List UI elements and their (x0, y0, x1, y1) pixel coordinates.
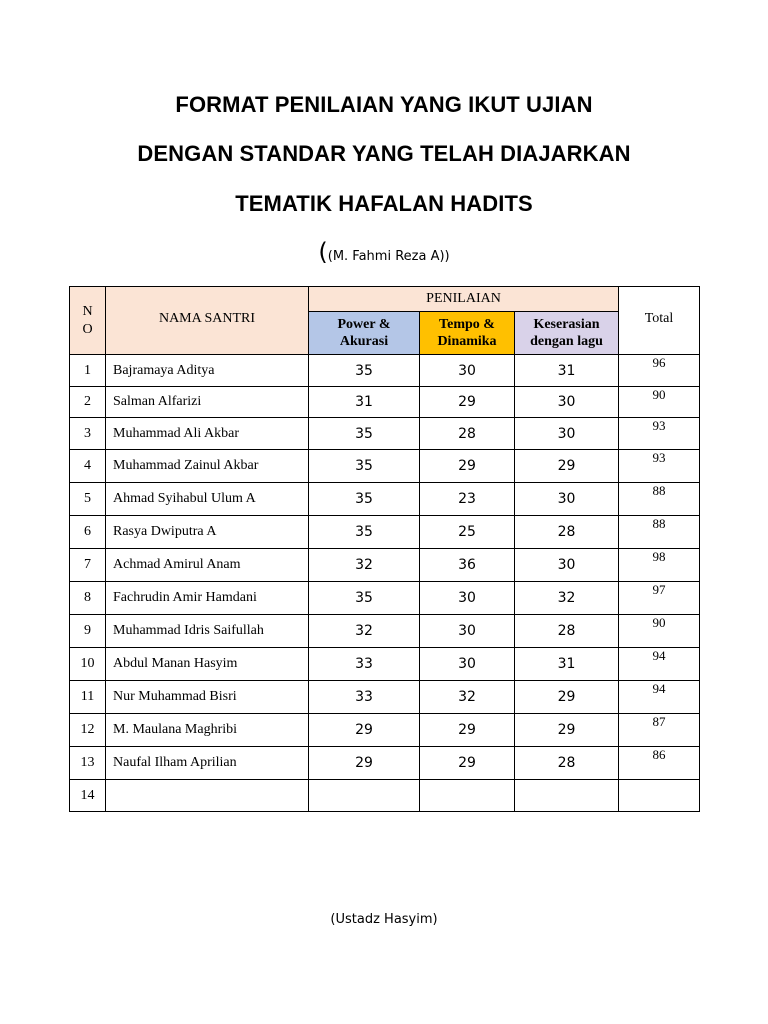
power-akurasi-score-cell: 35 (309, 516, 420, 549)
column-header-name: NAMA SANTRI (106, 287, 309, 355)
tempo-dinamika-score-cell: 29 (420, 747, 515, 780)
student-name-cell: Fachrudin Amir Hamdani (106, 582, 309, 615)
power-akurasi-score-cell: 35 (309, 418, 420, 450)
table-row (70, 549, 700, 582)
author-line (0, 240, 768, 264)
student-name-cell: Muhammad Zainul Akbar (106, 450, 309, 483)
document-title-line-2: DENGAN STANDAR YANG TELAH DIAJARKAN (137, 141, 631, 166)
student-name-cell: Rasya Dwiputra A (106, 516, 309, 549)
power-akurasi-score-cell: 35 (309, 355, 420, 387)
tempo-dinamika-score-cell: 29 (420, 387, 515, 418)
table-row (70, 387, 700, 418)
column-header-no-line1: N (82, 303, 93, 319)
student-name-cell: M. Maulana Maghribi (106, 714, 309, 747)
table-row (70, 355, 700, 387)
total-score-cell: 86 (619, 747, 700, 780)
row-number-cell: 14 (70, 780, 106, 812)
keserasian-score-cell: 31 (515, 648, 619, 681)
power-akurasi-score-cell: 29 (309, 747, 420, 780)
power-akurasi-score-cell (309, 780, 420, 812)
tempo-dinamika-score-cell: 36 (420, 549, 515, 582)
power-akurasi-score-cell: 33 (309, 681, 420, 714)
total-score-cell (619, 780, 700, 812)
column-header-no-line2: O (82, 321, 93, 337)
keserasian-score-cell: 30 (515, 483, 619, 516)
keserasian-score-cell: 30 (515, 549, 619, 582)
total-score-cell: 87 (619, 714, 700, 747)
tempo-header-line2: Dinamika (437, 334, 497, 349)
power-header-line1: Power & (337, 317, 391, 332)
signature: (Ustadz Hasyim) (330, 912, 438, 927)
table-row (70, 780, 700, 812)
total-score-cell: 94 (619, 648, 700, 681)
power-akurasi-score-cell: 32 (309, 615, 420, 648)
document-title-line-3: TEMATIK HAFALAN HADITS (235, 191, 533, 216)
keserasian-score-cell: 30 (515, 418, 619, 450)
table-row (70, 681, 700, 714)
row-number-cell: 11 (70, 681, 106, 714)
row-number-cell: 4 (70, 450, 106, 483)
total-score-cell: 94 (619, 681, 700, 714)
total-score-cell: 93 (619, 418, 700, 450)
keserasian-score-cell: 29 (515, 681, 619, 714)
table-row (70, 648, 700, 681)
total-score-cell: 88 (619, 483, 700, 516)
tempo-dinamika-score-cell: 30 (420, 615, 515, 648)
tempo-dinamika-score-cell: 30 (420, 582, 515, 615)
tempo-dinamika-score-cell: 23 (420, 483, 515, 516)
column-header-tempo-dinamika (420, 312, 515, 355)
keserasian-score-cell: 28 (515, 747, 619, 780)
student-name-cell: Bajramaya Aditya (106, 355, 309, 387)
keserasian-score-cell: 30 (515, 387, 619, 418)
row-number-cell: 12 (70, 714, 106, 747)
student-name-cell: Salman Alfarizi (106, 387, 309, 418)
tempo-dinamika-score-cell: 30 (420, 648, 515, 681)
row-number-cell: 2 (70, 387, 106, 418)
student-name-cell (106, 780, 309, 812)
row-number-cell: 3 (70, 418, 106, 450)
student-name-cell: Ahmad Syihabul Ulum A (106, 483, 309, 516)
keserasian-score-cell (515, 780, 619, 812)
tempo-dinamika-score-cell: 28 (420, 418, 515, 450)
power-akurasi-score-cell: 35 (309, 450, 420, 483)
student-name-cell: Muhammad Idris Saifullah (106, 615, 309, 648)
table-row (70, 714, 700, 747)
author-open-paren: ( (318, 238, 328, 266)
row-number-cell: 7 (70, 549, 106, 582)
keserasian-score-cell: 29 (515, 450, 619, 483)
keserasian-score-cell: 32 (515, 582, 619, 615)
row-number-cell: 1 (70, 355, 106, 387)
row-number-cell: 9 (70, 615, 106, 648)
total-score-cell: 90 (619, 387, 700, 418)
table-row (70, 747, 700, 780)
power-akurasi-score-cell: 35 (309, 582, 420, 615)
power-akurasi-score-cell: 32 (309, 549, 420, 582)
power-header-line2: Akurasi (339, 334, 389, 349)
total-score-cell: 97 (619, 582, 700, 615)
total-score-cell: 93 (619, 450, 700, 483)
row-number-cell: 13 (70, 747, 106, 780)
power-akurasi-score-cell: 33 (309, 648, 420, 681)
row-number-cell: 10 (70, 648, 106, 681)
power-akurasi-score-cell: 29 (309, 714, 420, 747)
table-row (70, 582, 700, 615)
table-row (70, 450, 700, 483)
total-score-cell: 88 (619, 516, 700, 549)
tempo-dinamika-score-cell: 29 (420, 450, 515, 483)
tempo-header-line1: Tempo & (439, 317, 495, 332)
power-akurasi-score-cell: 35 (309, 483, 420, 516)
column-header-total: Total (619, 287, 700, 355)
grade-table-body (70, 355, 700, 812)
keserasian-score-cell: 29 (515, 714, 619, 747)
tempo-dinamika-score-cell: 25 (420, 516, 515, 549)
power-akurasi-score-cell: 31 (309, 387, 420, 418)
keserasian-score-cell: 28 (515, 516, 619, 549)
student-name-cell: Nur Muhammad Bisri (106, 681, 309, 714)
column-header-power-akurasi (309, 312, 420, 355)
tempo-dinamika-score-cell: 32 (420, 681, 515, 714)
column-group-header-penilaian: PENILAIAN (309, 287, 619, 312)
row-number-cell: 6 (70, 516, 106, 549)
tempo-dinamika-score-cell (420, 780, 515, 812)
table-row (70, 615, 700, 648)
student-name-cell: Muhammad Ali Akbar (106, 418, 309, 450)
table-row (70, 418, 700, 450)
student-name-cell: Achmad Amirul Anam (106, 549, 309, 582)
total-score-cell: 90 (619, 615, 700, 648)
column-header-keserasian (515, 312, 619, 355)
table-row (70, 483, 700, 516)
author-name: (M. Fahmi Reza A)) (327, 249, 450, 264)
row-number-cell: 5 (70, 483, 106, 516)
student-name-cell: Naufal Ilham Aprilian (106, 747, 309, 780)
tempo-dinamika-score-cell: 29 (420, 714, 515, 747)
tempo-dinamika-score-cell: 30 (420, 355, 515, 387)
keserasian-header-line1: Keserasian (533, 317, 600, 332)
keserasian-score-cell: 31 (515, 355, 619, 387)
column-header-no (70, 287, 106, 355)
total-score-cell: 96 (619, 355, 700, 387)
table-row (70, 516, 700, 549)
document-title-line-1: FORMAT PENILAIAN YANG IKUT UJIAN (175, 92, 593, 117)
row-number-cell: 8 (70, 582, 106, 615)
keserasian-header-line2: dengan lagu (530, 334, 603, 349)
keserasian-score-cell: 28 (515, 615, 619, 648)
total-score-cell: 98 (619, 549, 700, 582)
grade-table (69, 286, 700, 812)
student-name-cell: Abdul Manan Hasyim (106, 648, 309, 681)
